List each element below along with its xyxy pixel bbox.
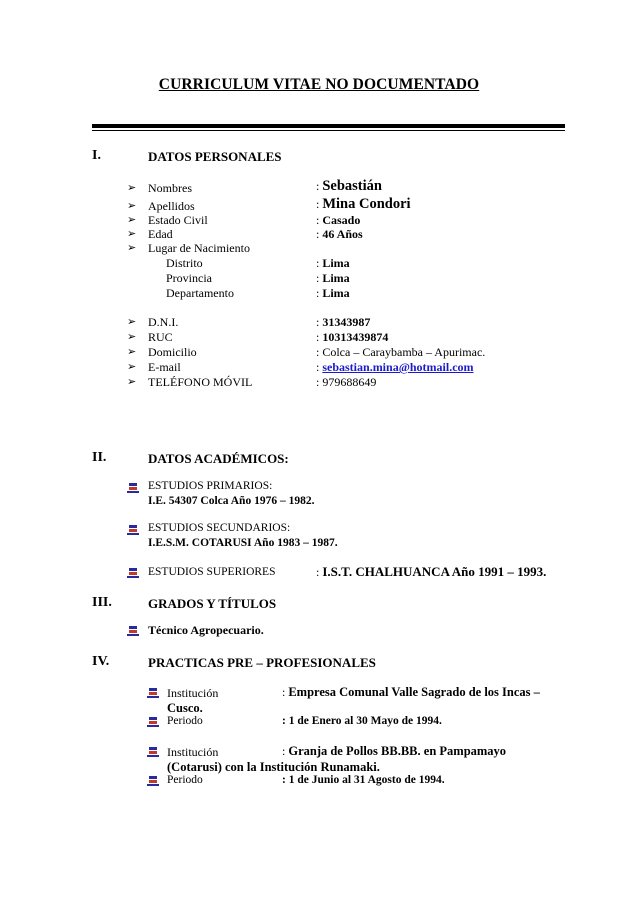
study-value: I.E.S.M. COTARUSI Año 1983 – 1987. xyxy=(148,537,338,549)
study-label: ESTUDIOS SECUNDARIOS: xyxy=(148,522,291,534)
divider-thick xyxy=(92,124,565,128)
section-title: PRACTICAS PRE – PROFESIONALES xyxy=(148,655,376,670)
arrow-icon: ➢ xyxy=(127,214,137,226)
study-label: ESTUDIOS PRIMARIOS: xyxy=(148,480,273,492)
practice-period: : 1 de Enero al 30 Mayo de 1994. xyxy=(282,715,442,727)
field-value: : 31343987 xyxy=(316,315,371,329)
flag-bullet-icon xyxy=(127,521,139,539)
section-title: DATOS ACADÉMICOS: xyxy=(148,451,289,466)
field-label: Provincia xyxy=(166,271,212,285)
arrow-icon: ➢ xyxy=(127,200,137,212)
arrow-icon: ➢ xyxy=(127,361,137,373)
field-value: : sebastian.mina@hotmail.com xyxy=(316,360,474,374)
flag-bullet-icon xyxy=(147,772,159,790)
flag-bullet-icon xyxy=(147,713,159,731)
field-label: Lugar de Nacimiento xyxy=(148,241,250,255)
email-link[interactable]: sebastian.mina@hotmail.com xyxy=(322,360,474,374)
practice-value: : Empresa Comunal Valle Sagrado de los Incas – xyxy=(282,685,540,699)
practice-value: : Granja de Pollos BB.BB. en Pampamayo xyxy=(282,744,507,758)
study-value: : I.S.T. CHALHUANCA Año 1991 – 1993. xyxy=(316,564,547,579)
field-label: TELÉFONO MÓVIL xyxy=(148,375,253,389)
field-value: : 979688649 xyxy=(316,375,377,389)
field-label: Estado Civil xyxy=(148,213,208,227)
flag-bullet-icon xyxy=(127,479,139,497)
field-label: Departamento xyxy=(166,286,234,300)
divider-thin xyxy=(92,130,565,131)
field-value: : Lima xyxy=(316,256,350,270)
section-title: GRADOS Y TÍTULOS xyxy=(148,596,277,611)
flag-bullet-icon xyxy=(127,622,139,640)
field-label: Edad xyxy=(148,227,173,241)
arrow-icon: ➢ xyxy=(127,228,137,240)
field-label: Apellidos xyxy=(148,199,195,213)
section-number: I. xyxy=(92,148,101,163)
arrow-icon: ➢ xyxy=(127,331,137,343)
practice-value-continued: (Cotarusi) con la Institución Runamaki. xyxy=(167,760,380,774)
field-value: : 46 Años xyxy=(316,227,363,241)
field-label: RUC xyxy=(148,330,173,344)
field-value: : Lima xyxy=(316,286,350,300)
field-value: : Sebastián xyxy=(316,178,382,194)
study-label: ESTUDIOS SUPERIORES xyxy=(148,566,276,578)
field-label: Nombres xyxy=(148,181,192,195)
field-value: : Colca – Caraybamba – Apurimac. xyxy=(316,345,486,359)
field-value: : 10313439874 xyxy=(316,330,389,344)
section-number: II. xyxy=(92,450,107,465)
flag-bullet-icon xyxy=(147,684,159,702)
section-number: IV. xyxy=(92,654,110,669)
arrow-icon: ➢ xyxy=(127,346,137,358)
practice-label: Institución xyxy=(167,745,219,759)
section-number: III. xyxy=(92,595,112,610)
arrow-icon: ➢ xyxy=(127,242,137,254)
practice-label: Periodo xyxy=(167,774,203,786)
degree-title: Técnico Agropecuario. xyxy=(148,623,264,637)
arrow-icon: ➢ xyxy=(127,316,137,328)
field-label: D.N.I. xyxy=(148,315,179,329)
arrow-icon: ➢ xyxy=(127,376,137,388)
document-title: CURRICULUM VITAE NO DOCUMENTADO xyxy=(158,76,480,93)
flag-bullet-icon xyxy=(127,564,139,582)
flag-bullet-icon xyxy=(147,743,159,761)
practice-label: Periodo xyxy=(167,715,203,727)
practice-period: : 1 de Junio al 31 Agosto de 1994. xyxy=(282,774,445,786)
field-value: : Lima xyxy=(316,271,350,285)
field-value: : Mina Condori xyxy=(316,196,411,212)
field-label: Distrito xyxy=(166,256,203,270)
practice-label: Institución xyxy=(167,686,219,700)
study-value: I.E. 54307 Colca Año 1976 – 1982. xyxy=(148,495,315,507)
practice-value-continued: Cusco. xyxy=(167,701,203,715)
section-title: DATOS PERSONALES xyxy=(148,149,282,164)
field-label: E-mail xyxy=(148,360,181,374)
field-value: : Casado xyxy=(316,213,361,227)
field-label: Domicilio xyxy=(148,345,197,359)
arrow-icon: ➢ xyxy=(127,182,137,194)
